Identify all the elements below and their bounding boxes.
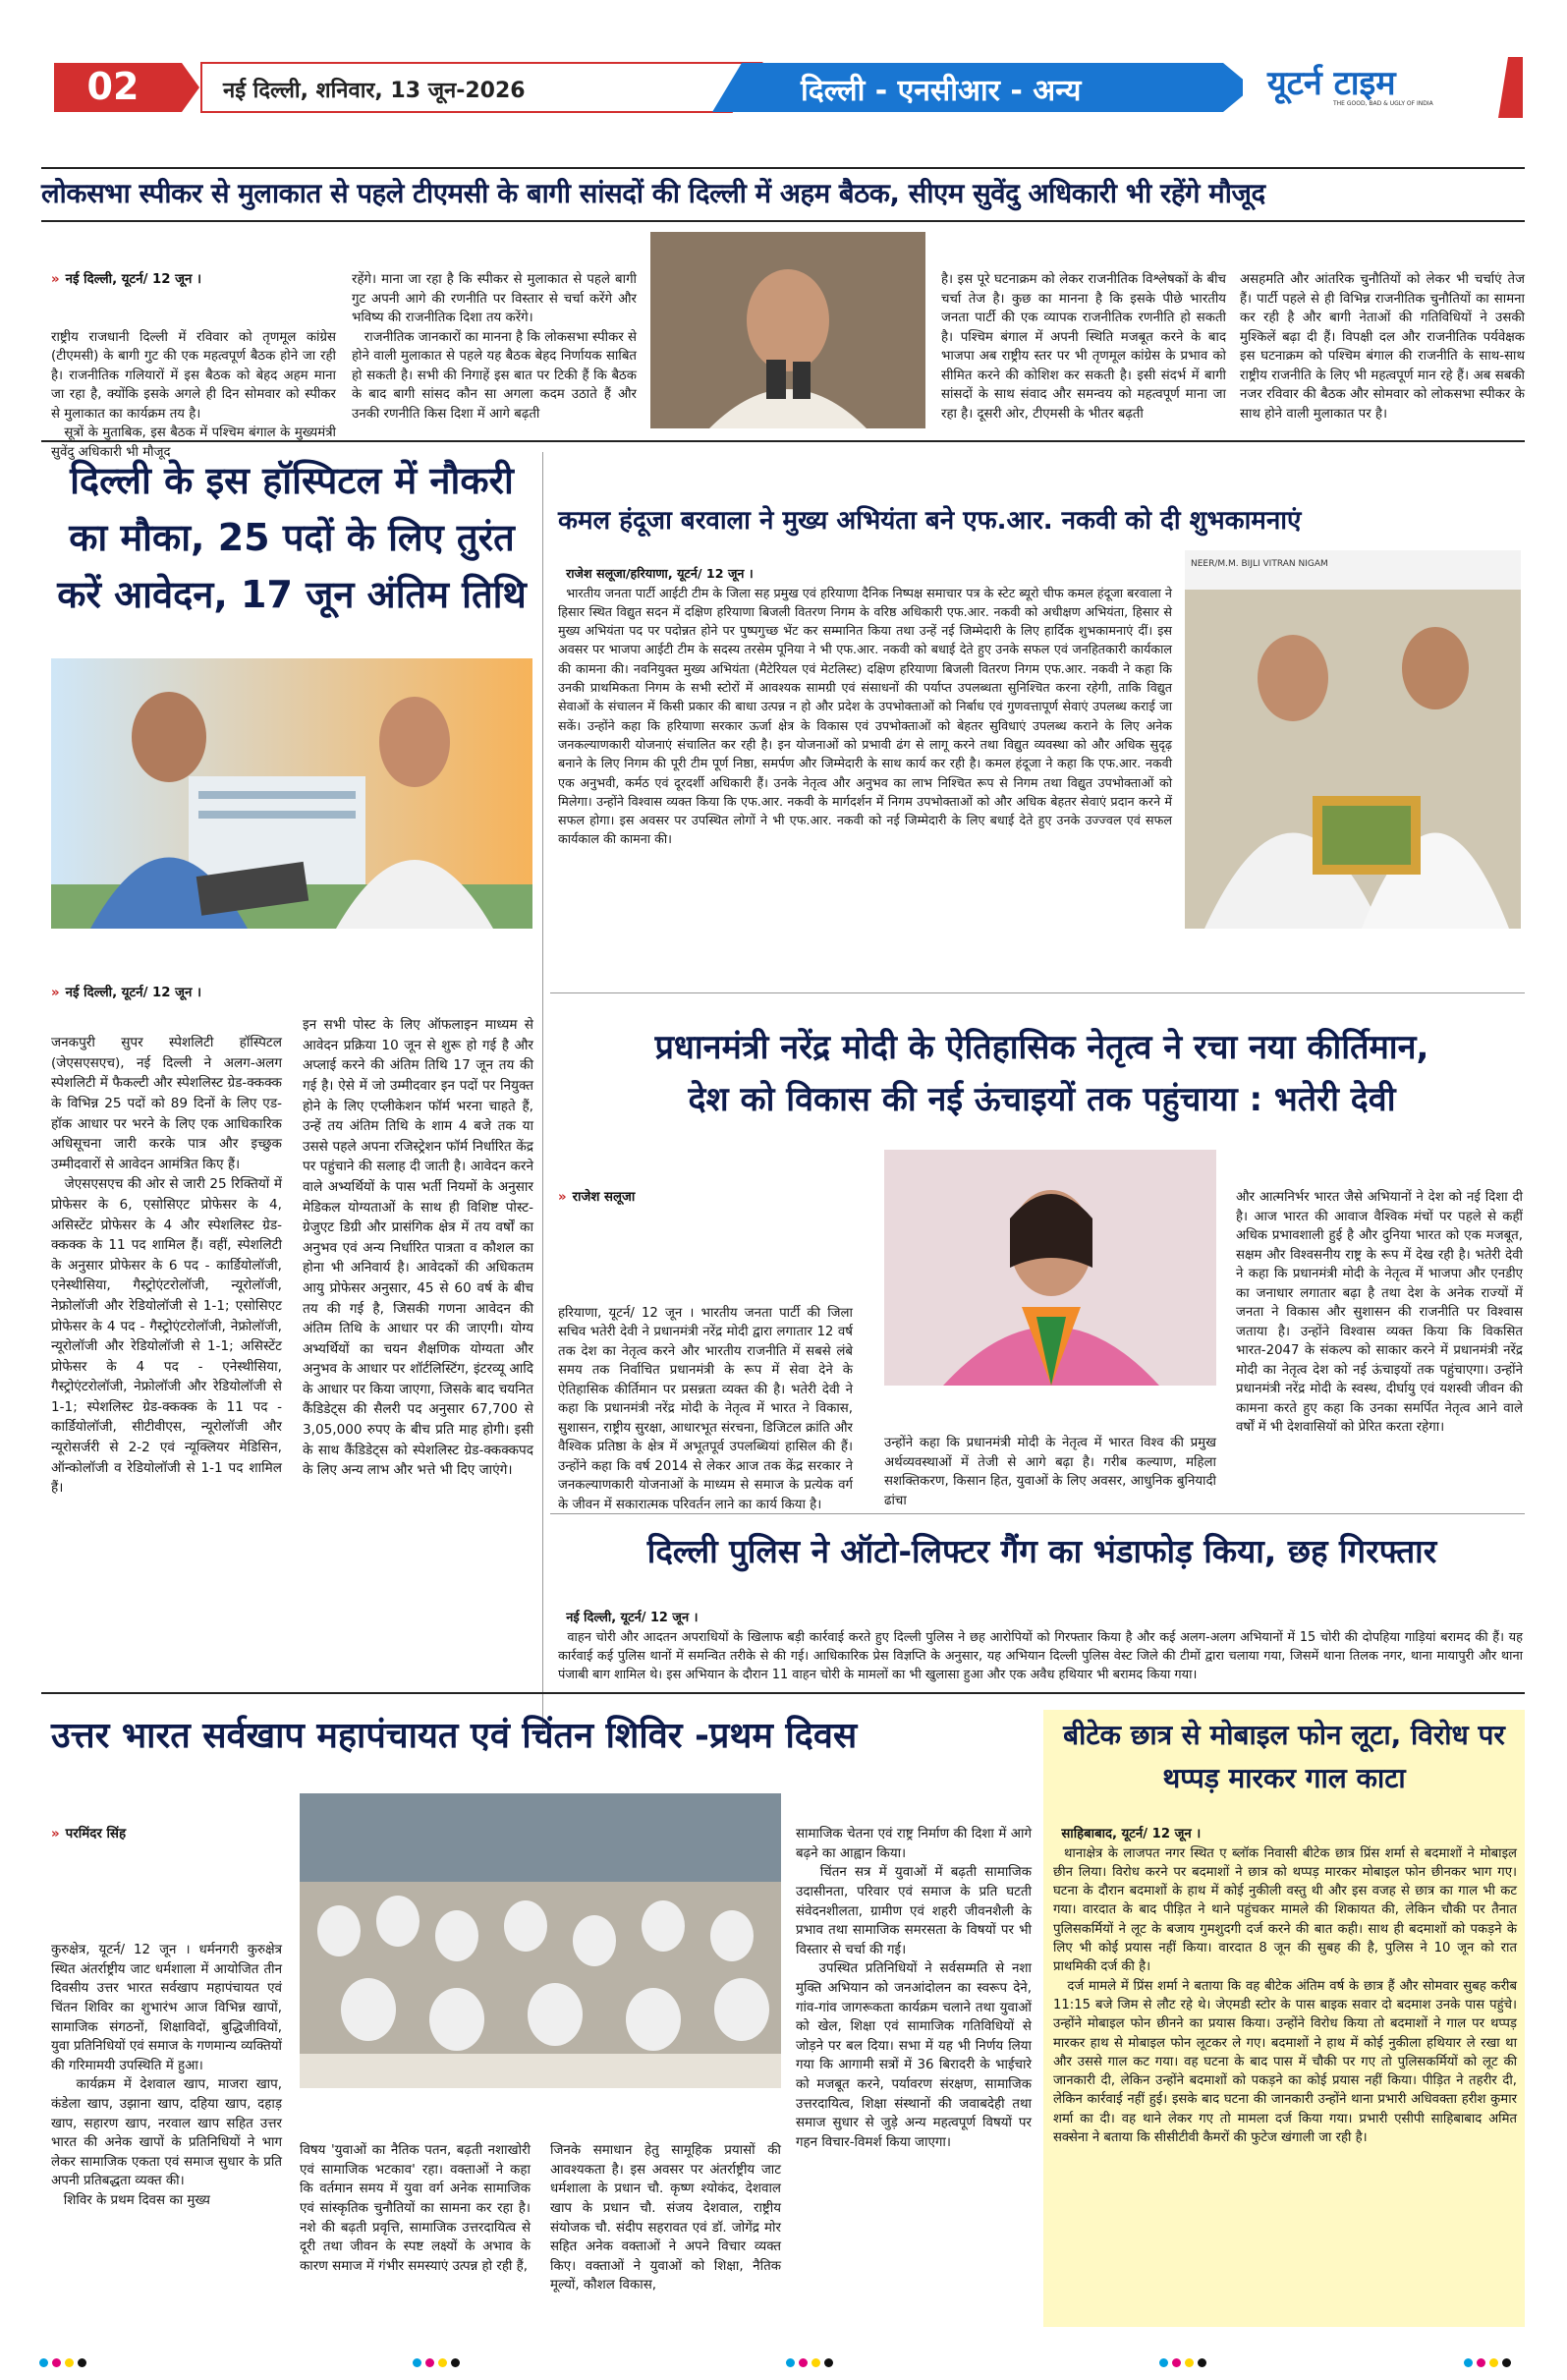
column-rule bbox=[542, 452, 543, 1729]
khap-dateline: » परमिंदर सिंह bbox=[51, 1827, 127, 1842]
naqvi-dateline: राजेश सलूजा/हरियाणा, यूटर्न/ 12 जून । bbox=[566, 566, 754, 582]
top-story-text-4: असहमति और आंतरिक चुनौतियों को लेकर भी चर्चाएं तेज हैं। पार्टी पहले से ही विभिन्न राजनीतिक चुनौतियों का सामना कर रही है और बागी नेताओं की गतिविधियों ने उसकी मुश्किलें बढ़ा दी हैं। विपक्षी दल और राजनीतिक पर्यवेक्षक इस घटनाक्रम को पश्चिम बंगाल की राजनीति के साथ-साथ राष्ट्रीय राजनीति के लिए भी महत्वपूर्ण मान रहे हैं। अब सबकी नजर रविवार की बैठक और सोमवार को लोकसभा स्पीकर के साथ होने वाली मुलाकात पर है। bbox=[1240, 272, 1530, 422]
hospital-headline: दिल्ली के इस हॉस्पिटल में नौकरी का मौका, 25 पदों के लिए तुरंत करें आवेदन, 17 जून अंतिम तिथि bbox=[57, 459, 527, 616]
top-story-text-3: है। इस पूरे घटनाक्रम को लेकर राजनीतिक विश्लेषकों के बीच चर्चा तेज है। कुछ का मानना है कि इसके पीछे भारतीय जनता पार्टी की एक व्यापक राजनीतिक रणनीति हो सकती है। पश्चिम बंगाल में अपनी स्थिति मजबूत करने के बाद भाजपा अब राष्ट्रीय स्तर पर भी तृणमूल कांग्रेस के प्रभाव को सीमित करने की कोशिश कर सकती है। इसी संदर्भ में बागी सांसदों के साथ संवाद और समन्वय को महत्वपूर्ण माना जा रहा है। दूसरी ओर, टीएमसी के भीतर बढ़ती bbox=[941, 272, 1231, 422]
khap-col-1 bbox=[51, 1786, 282, 2230]
page-number: 02 bbox=[86, 65, 140, 108]
naqvi-headline: कमल हंदूजा बरवाला ने मुख्य अभियंता बने एफ.आर. नकवी को दी शुभकामनाएं bbox=[558, 506, 1302, 536]
modi-col-1 bbox=[558, 1150, 858, 1534]
hospital-photo-graphic bbox=[51, 658, 532, 929]
khap-photo-graphic bbox=[300, 1793, 781, 2088]
police-body bbox=[558, 1590, 1528, 1684]
modi-col-2 bbox=[884, 1395, 1221, 1530]
khap-text-3: जिनके समाधान हेतु सामूहिक प्रयासों की आवश्यकता है। इस अवसर पर अंतर्राष्ट्रीय जाट धर्मशाला के प्रधान चौ. कृष्ण श्योकंद, देशवाल खाप के प्रधान चौ. संजय देशवाल, राष्ट्रीय संयोजक चौ. संदीप सहरावत एवं डॉ. जोगेंद्र मोर सहित अनेक वक्ताओं ने अपने विचार व्यक्त किए। वक्ताओं ने युवाओं को शिक्षा, नैतिक मूल्यों, कौशल विकास, bbox=[550, 2143, 786, 2294]
divider bbox=[41, 1692, 1525, 1694]
print-registration-marks bbox=[1464, 2358, 1511, 2367]
print-registration-marks bbox=[39, 2358, 86, 2367]
btech-headline: बीटेक छात्र से मोबाइल फोन लूटा, विरोध पर थप्पड़ मारकर गाल काटा bbox=[1063, 1719, 1505, 1794]
khap-text-4: सामाजिक चेतना एवं राष्ट्र निर्माण की दिशा में आगे बढ़ने का आह्वान किया। चिंतन सत्र में युवाओं में बढ़ती सामाजिक उदासीनता, परिवार एवं समाज के प्रति घटती संवेदनशीलता, ग्रामीण एवं शहरी जीवनशैली के प्रभाव तथा सामाजिक समरसता के विषयों पर भी विस्तार से चर्चा की गई। उपस्थित प्रतिनिधियों ने सर्वसम्मति से नशा मुक्ति अभियान को जनआंदोलन का स्वरूप देने, गांव-गांव जागरूकता कार्यक्रम चलाने तथा युवाओं को खेल, शिक्षा एवं सामाजिक गतिविधियों से जोड़ने पर बल दिया। सभा में यह भी निर्णय लिया गया कि आगामी सत्रों में 36 बिरादरी के भाईचारे को मजबूत करने, पर्यावरण संरक्षण, सामाजिक उत्तरदायित्व, शिक्षा संस्थानों की जवाबदेही तथा समाज सुधार से जुड़े अन्य महत्वपूर्ण विषयों पर गहन विचार-विमर्श किया जाएगा। bbox=[796, 1827, 1032, 2150]
hospital-photo bbox=[51, 658, 532, 929]
khap-col-4 bbox=[796, 1786, 1032, 2172]
bhateri-devi-photo-graphic bbox=[884, 1150, 1216, 1386]
btech-dateline: साहिबाबाद, यूटर्न/ 12 जून । bbox=[1061, 1827, 1202, 1842]
print-registration-marks bbox=[1159, 2358, 1206, 2367]
modi-text-3: और आत्मनिर्भर भारत जैसे अभियानों ने देश को नई दिशा दी है। आज भारत की आवाज वैश्विक मंचों पर पहले से कहीं अधिक प्रभावशाली हुई है और दुनिया भारत को एक मजबूत, सक्षम और विश्वसनीय राष्ट्र के रूप में देख रही है। भतेरी देवी ने कहा कि प्रधानमंत्री मोदी के नेतृत्व में भाजपा और एनडीए का जनाधार लगातार बढ़ा है तथा देश के अनेक राज्यों में जनता ने विकास और सुशासन की राजनीति पर विश्वास जताया है। उन्होंने विश्वास व्यक्त किया कि विकसित भारत-2047 के संकल्प को साकार करने में प्रधानमंत्री नरेंद्र मोदी का नेतृत्व देश को नई ऊंचाइयों तक पहुंचाएगा। उन्होंने प्रधानमंत्री नरेंद्र मोदी के स्वस्थ, दीर्घायु एवं यशस्वी जीवन की कामना करते हुए कहा कि उनका समर्पित नेतृत्व आने वाले वर्षों में भी देशवासियों को प्रेरित करता रहेगा। bbox=[1236, 1190, 1528, 1435]
hospital-text-2: इन सभी पोस्ट के लिए ऑफलाइन माध्यम से आवेदन प्रक्रिया 10 जून से शुरू हो गई है और अप्लाई करने की अंतिम तिथि 17 जून तय की गई है। ऐसे में जो उम्मीदवार इन पदों पर नियुक्त होने के लिए एप्लीकेशन फॉर्म भरना चाहते हैं, उन्हें तय अंतिम तिथि के शाम 4 बजे तक या उससे पहले अपना रजिस्ट्रेशन फॉर्म निर्धारित केंद्र पर पहुंचाने की सलाह दी जाती है। आवेदन करने वाले अभ्यर्थियों के पास भर्ती नियमों के अनुसार मेडिकल योग्यताओं के साथ ही विशिष्ट पोस्ट-ग्रेजुएट डिग्री और प्रासंगिक क्षेत्र में तय वर्षों का अनुभव एवं अन्य निर्धारित पात्रता व कौशल का होना भी अनिवार्य है। आवेदकों की अधिकतम आयु प्रोफेसर अनुसार, 45 से 60 वर्ष के बीच तय की गई है, जिसकी गणना आवेदन की अंतिम तिथि के आधार पर की जाएगी। योग्य अभ्यर्थियों का चयन शैक्षणिक योग्यता और अनुभव के आधार पर शॉर्टलिस्टिंग, इंटरव्यू आदि के आधार पर किया जाएगा, जिसके बाद चयनित कैंडिडेट्स की सैलरी पद अनुसार 67,700 से 3,05,000 रुपए के बीच प्रति माह होगी। इसी के साथ कैंडिडेट्स को स्पेशलिस्ट ग्रेड-क्कक्कपद के लिए अन्य लाभ और भत्ते भी दिए जाएंगे। bbox=[303, 1017, 538, 1479]
politician-photo-graphic bbox=[650, 232, 925, 428]
hospital-col-2 bbox=[303, 975, 538, 1501]
top-story-col-2 bbox=[352, 232, 637, 443]
top-story-text-1: राष्ट्रीय राजधानी दिल्ली में रविवार को तृणमूल कांग्रेस (टीएमसी) के बागी गुट की एक महत्वपूर्ण बैठक होने जा रही है। राजनीतिक गलियारों में इस बैठक को बेहद अहम माना जा रहा है, क्योंकि इसके अगले ही दिन सोमवार को स्पीकर से मुलाकात का कार्यक्रम तय है। सूत्रों के मुताबिक, इस बैठक में पश्चिम बंगाल के मुख्यमंत्री सुवेंदु अधिकारी भी मौजूद bbox=[51, 329, 336, 460]
naqvi-text: भारतीय जनता पार्टी आईटी टीम के जिला सह प्रमुख एवं हरियाणा दैनिक निष्पक्ष समाचार पत्र के स्टेट ब्यूरो चीफ कमल हंदूजा बरवाला ने हिसार स्थित विद्युत सदन में दक्षिण हरियाणा बिजली वितरण निगम के वरिष्ठ अधिकारी एफ.आर. नकवी को अधीक्षण अभियंता, हिसार से मुख्य अभियंता पद पर पदोन्नत होने पर पुष्पगुच्छ भेंट कर सम्मानित किया तथा उन्हें नई जिम्मेदारी के लिए हार्दिक शुभकामनाएं दीं। इस अवसर पर भाजपा आईटी टीम के सदस्य तरसेम पूनिया ने भी एफ.आर. नकवी को बधाई देते हुए उनके सफल एवं जनहितकारी कार्यकाल की कामना की। नवनियुक्त मुख्य अभियंता (मैटेरियल एवं मेटलिस्ट) दक्षिण हरियाणा बिजली वितरण निगम एफ.आर. नकवी ने कहा कि उनकी प्राथमिकता निगम के सभी स्टोरों में आवश्यक सामग्री एवं संसाधनों की पर्याप्त उपलब्धता सुनिश्चित करना रहेगी, ताकि विद्युत सेवाओं के संचालन में किसी प्रकार की बाधा उत्पन्न न हो और प्रदेश के उपभोक्ताओं को निर्बाध एवं गुणवत्तापूर्ण सेवाएं उपलब्ध कराई जा सकें। उन्होंने कहा कि हरियाणा सरकार ऊर्जा क्षेत्र के विकास एवं उपभोक्ताओं को बेहतर सुविधाएं उपलब्ध कराने के लिए अनेक जनकल्याणकारी योजनाएं संचालित कर रही है। इन योजनाओं को प्रभावी ढंग से लागू करने तथा विद्युत व्यवस्था को और अधिक सुदृढ़ बनाने के लिए निगम की पूरी टीम पूर्ण निष्ठा, समर्पण और जिम्मेदारी के साथ कार्य कर रही है। कमल हंदूजा ने कहा कि एफ.आर. नकवी एक अनुभवी, कर्मठ एवं दूरदर्शी अधिकारी हैं। उनके नेतृत्व और अनुभव का लाभ निश्चित रूप से निगम तथा विद्युत उपभोक्ताओं को मिलेगा। उन्होंने विश्वास व्यक्त किया कि एफ.आर. नकवी के मार्गदर्शन में निगम उपभोक्ताओं को और अधिक बेहतर सेवाएं प्रदान करने में सफल होगा। इस अवसर पर उपस्थित लोगों ने भी एफ.आर. नकवी को नई जिम्मेदारी के लिए बधाई देते हुए उनके उज्ज्वल एवं सफल कार्यकाल की कामना की। bbox=[558, 585, 1177, 847]
top-story-dateline: » नई दिल्ली, यूटर्न/ 12 जून । bbox=[51, 272, 202, 287]
btech-body bbox=[1053, 1806, 1517, 2147]
print-registration-marks bbox=[786, 2358, 833, 2367]
top-story-col-3 bbox=[941, 232, 1231, 443]
divider bbox=[550, 1513, 1525, 1514]
btech-text: थानाक्षेत्र के लाजपत नगर स्थित ए ब्लॉक निवासी बीटेक छात्र प्रिंस शर्मा से बदमाशों ने मोबाइल छीन लिया। विरोध करने पर बदमाशों ने छात्र को थप्पड़ मारकर मोबाइल फोन छीनकर भाग गए। घटना के दौरान बदमाशों के हाथ में कोई नुकीली वस्तु थी और इस वजह से छात्र का गाल भी कट गया। वारदात के बाद पीड़ित ने थाने पहुंचकर मामले की शिकायत की, लेकिन चौकी पर तैनात पुलिसकर्मियों ने लूट के बजाय गुमशुदगी दर्ज करने की बात कही। साथ ही बदमाशों को पकड़ने के लिए भी कोई प्रयास नहीं किया। वारदात 8 जून की सुबह की है, पुलिस ने 10 जून को रात प्राथमिकी दर्ज की है। दर्ज मामले में प्रिंस शर्मा ने बताया कि वह बीटेक अंतिम वर्ष के छात्र हैं और सोमवार सुबह करीब 11:15 बजे जिम से लौट रहे थे। जेएमडी स्टोर के पास बाइक सवार दो बदमाश उनके पास पहुंचे। उन्होंने मोबाइल फोन छीनने का प्रयास किया। उन्होंने विरोध किया तो बदमाशों ने गाल पर थप्पड़ मारकर हाथ से मोबाइल फोन लूटकर ले गए। बदमाशों ने हाथ में कोई नुकीला हथियार ले रखा था और उससे गाल कट गया। वह घटना के बाद पास में चौकी पर गए तो पुलिसकर्मियों को लूट की जानकारी दी, लेकिन उन्होंने बदमाशों को पकड़ने का कोई प्रयास नहीं किया। पीड़ित ने तहरीर दी, लेकिन कार्रवाई नहीं हुई। इसके बाद घटना की जानकारी उन्होंने थाना प्रभारी अधिवक्ता हरीश कुमार शर्मा का दी। वह थाने लेकर गए तो मामला दर्ज किया गया। प्रभारी एसीपी साहिबाबाद अमित सक्सेना ने बताया कि सीसीटीवी कैमरों की फुटेज खंगाली जा रही है। bbox=[1053, 1845, 1518, 2146]
issue-dateline: नई दिल्ली, शनिवार, 13 जून-2026 bbox=[223, 79, 526, 103]
modi-text-1: हरियाणा, यूटर्न/ 12 जून । भारतीय जनता पार्टी की जिला सचिव भतेरी देवी ने प्रधानमंत्री नरेंद्र मोदी द्वारा लगातार 12 वर्ष तक देश का नेतृत्व करने और भारतीय राजनीति में सबसे लंबे समय तक निर्वाचित प्रधानमंत्री के रूप में सेवा देने के ऐतिहासिक कीर्तिमान पर प्रसन्नता व्यक्त की है। भतेरी देवी ने कहा कि प्रधानमंत्री नरेंद्र मोदी के नेतृत्व में भारत ने विकास, सुशासन, राष्ट्रीय सुरक्षा, आधारभूत संरचना, डिजिटल क्रांति और वैश्विक प्रतिष्ठा के क्षेत्र में अभूतपूर्व उपलब्धियां हासिल की हैं। उन्होंने कहा कि वर्ष 2014 से लेकर आज तक केंद्र सरकार ने जनकल्याणकारी योजनाओं के माध्यम से समाज के प्रत्येक वर्ग के जीवन में सकारात्मक परिवर्तन लाने का कार्य किया है। bbox=[558, 1305, 858, 1512]
divider bbox=[550, 992, 1525, 993]
modi-headline-2: देश को विकास की नई ऊंचाइयों तक पहुंचाया : भतेरी देवी bbox=[688, 1080, 1396, 1119]
top-story-col-4 bbox=[1240, 232, 1530, 443]
bhateri-devi-photo bbox=[884, 1150, 1216, 1386]
modi-dateline: » राजेश सलूजा bbox=[558, 1190, 636, 1205]
politician-photo bbox=[650, 232, 925, 428]
modi-col-3 bbox=[1236, 1150, 1528, 1456]
naqvi-photo bbox=[1185, 550, 1521, 929]
khap-col-2 bbox=[300, 2103, 535, 2295]
khap-text-2: विषय 'युवाओं का नैतिक पतन, बढ़ती नशाखोरी एवं सामाजिक भटकाव' रहा। वक्ताओं ने कहा कि वर्तमान समय में युवा वर्ग अनेक सामाजिक एवं सांस्कृतिक चुनौतियों का सामना कर रहा है। नशे की बढ़ती प्रवृत्ति, सामाजिक उत्तरदायित्व से दूरी तथा जीवन के स्पष्ट लक्ष्यों के अभाव के कारण समाज में गंभीर समस्याएं उत्पन्न हो रही हैं, bbox=[300, 2143, 535, 2274]
police-dateline: नई दिल्ली, यूटर्न/ 12 जून । bbox=[566, 1611, 699, 1626]
top-story-col-1 bbox=[51, 232, 336, 482]
top-story-headline: लोकसभा स्पीकर से मुलाकात से पहले टीएमसी के बागी सांसदों की दिल्ली में अहम बैठक, सीएम सुवेंदु अधिकारी भी रहेंगे मौजूद bbox=[41, 178, 1265, 209]
naqvi-photo-banner: NEER/M.M. BIJLI VITRAN NIGAM bbox=[1191, 559, 1328, 569]
khap-col-3 bbox=[550, 2103, 786, 2315]
khap-photo bbox=[300, 1793, 781, 2088]
top-story-headline-box bbox=[41, 167, 1525, 222]
top-story-text-2: रहेंगे। माना जा रहा है कि स्पीकर से मुलाकात से पहले बागी गुट अपनी आगे की रणनीति पर विस्तार से चर्चा करेंगे और भविष्य की राजनीतिक दिशा तय करेंगे। राजनीतिक जानकारों का मानना है कि लोकसभा स्पीकर से होने वाली मुलाकात से पहले यह बैठक बेहद निर्णायक साबित हो सकती है। सभी की निगाहें इस बात पर टिकी हैं कि बैठक के बाद बागी सांसद कौन सा अगला कदम उठाते हैं और उनकी रणनीति किस दिशा में आगे बढ़ती bbox=[352, 272, 637, 422]
hospital-dateline: » नई दिल्ली, यूटर्न/ 12 जून । bbox=[51, 986, 202, 1000]
khap-text-1: कुरुक्षेत्र, यूटर्न/ 12 जून । धर्मनगरी कुरुक्षेत्र स्थित अंतर्राष्ट्रीय जाट धर्मशाला में आयोजित तीन दिवसीय उत्तर भारत सर्वखाप महापंचायत एवं चिंतन शिविर का शुभारंभ आज विभिन्न खापों, सामाजिक संगठनों, शिक्षाविदों, बुद्धिजीवियों, युवा प्रतिनिधियों एवं समाज के गणमान्य व्यक्तियों की गरिमामयी उपस्थिति में हुआ। कार्यक्रम में देशवाल खाप, माजरा खाप, कंडेला खाप, उझाना खाप, दहिया खाप, दहाड़ खाप, सहारण खाप, नरवाल खाप सहित उत्तर भारत की अनेक खापों के प्रतिनिधियों ने भाग लेकर सामाजिक एकता एवं समाज सुधार के प्रति अपनी प्रतिबद्धता व्यक्त की। शिविर के प्रथम दिवस का मुख्य bbox=[51, 1943, 282, 2208]
brand-tagline: THE GOOD, BAD & UGLY OF INDIA bbox=[1333, 100, 1433, 107]
modi-text-2: उन्होंने कहा कि प्रधानमंत्री मोदी के नेतृत्व में भारत विश्व की प्रमुख अर्थव्यवस्थाओं में तेजी से आगे बढ़ा है। गरीब कल्याण, महिला सशक्तिकरण, किसान हित, युवाओं के लिए अवसर, आधुनिक बुनियादी ढांचा bbox=[884, 1436, 1221, 1508]
khap-headline: उत्तर भारत सर्वखाप महापंचायत एवं चिंतन शिविर -प्रथम दिवस bbox=[51, 1716, 858, 1756]
modi-headline-1: प्रधानमंत्री नरेंद्र मोदी के ऐतिहासिक नेतृत्व ने रचा नया कीर्तिमान, bbox=[654, 1028, 1429, 1067]
print-registration-marks bbox=[413, 2358, 460, 2367]
masthead bbox=[54, 57, 1523, 118]
hospital-col-1 bbox=[51, 992, 282, 1518]
naqvi-photo-graphic bbox=[1185, 550, 1521, 929]
hospital-text-1: जनकपुरी सुपर स्पेशलिटी हॉस्पिटल (जेएसएसएच), नई दिल्ली ने अलग-अलग स्पेशलिटी में फैकल्टी और स्पेशलिस्ट ग्रेड-क्कक्क के विभिन्न 25 पदों को 89 दिनों के लिए एड-हॉक आधार पर भरने के लिए एक आधिकारिक अधिसूचना जारी करके पात्र और इच्छुक उम्मीदवारों से आवेदन आमंत्रित किए हैं। जेएसएसएच की ओर से जारी 25 रिक्तियों में प्रोफेसर के 6, एसोसिएट प्रोफेसर के 4, असिस्टेंट प्रोफेसर के 4 और स्पेशलिस्ट ग्रेड-क्कक्क के 11 पद शामिल हैं। वहीं, स्पेशलिटी के अनुसार प्रोफेसर के 6 पद - कार्डियोलॉजी, एनेस्थीसिया, गैस्ट्रोएंटरोलॉजी, न्यूरोलॉजी, नेफ्रोलॉजी और रेडियोलॉजी से 1-1; एसोसिएट प्रोफेसर के 4 पद - गैस्ट्रोएंटरोलॉजी, नेफ्रोलॉजी, न्यूरोलॉजी और रेडियोलॉजी से 1-1; असिस्टेंट प्रोफेसर के 4 पद - एनेस्थीसिया, गैस्ट्रोएंटरोलॉजी, नेफ्रोलॉजी और रेडियोलॉजी से 1-1; स्पेशलिस्ट ग्रेड-क्कक्क के 11 पद - कार्डियोलॉजी, सीटीवीएस, न्यूरोलॉजी और न्यूरोसर्जरी से 2-2 एवं न्यूक्लियर मेडिसिन, ऑन्कोलॉजी व रेडियोलॉजी से 1-1 पद शामिल हैं। bbox=[51, 1035, 282, 1497]
divider bbox=[41, 440, 1525, 442]
police-headline: दिल्ली पुलिस ने ऑटो-लिफ्टर गैंग का भंडाफोड़ किया, छह गिरफ्तार bbox=[646, 1532, 1437, 1570]
police-text: वाहन चोरी और आदतन अपराधियों के खिलाफ बड़ी कार्रवाई करते हुए दिल्ली पुलिस ने छह आरोपियों को गिरफ्तार किया है और कई अलग-अलग अभियानों में 15 चोरी की दोपहिया गाड़ियां बरामद की हैं। यह कार्रवाई कई पुलिस थानों में समन्वित तरीके से की गई। आधिकारिक प्रेस विज्ञप्ति के अनुसार, यह अभियान दिल्ली पुलिस वेस्ट जिले की टीमों द्वारा चलाया गया, जिसमें थाना तिलक नगर, थाना मायापुरी और थाना पंजाबी बाग शामिल थे। इस अभियान के दौरान 11 वाहन चोरी के मामलों का भी खुलासा हुआ और एक अवैध हथियार भी बरामद किया गया। bbox=[558, 1629, 1528, 1683]
section-title: दिल्ली - एनसीआर - अन्य bbox=[801, 74, 1082, 108]
naqvi-body bbox=[558, 545, 1177, 849]
brand-logo: यूटर्न टाइम bbox=[1267, 64, 1396, 103]
